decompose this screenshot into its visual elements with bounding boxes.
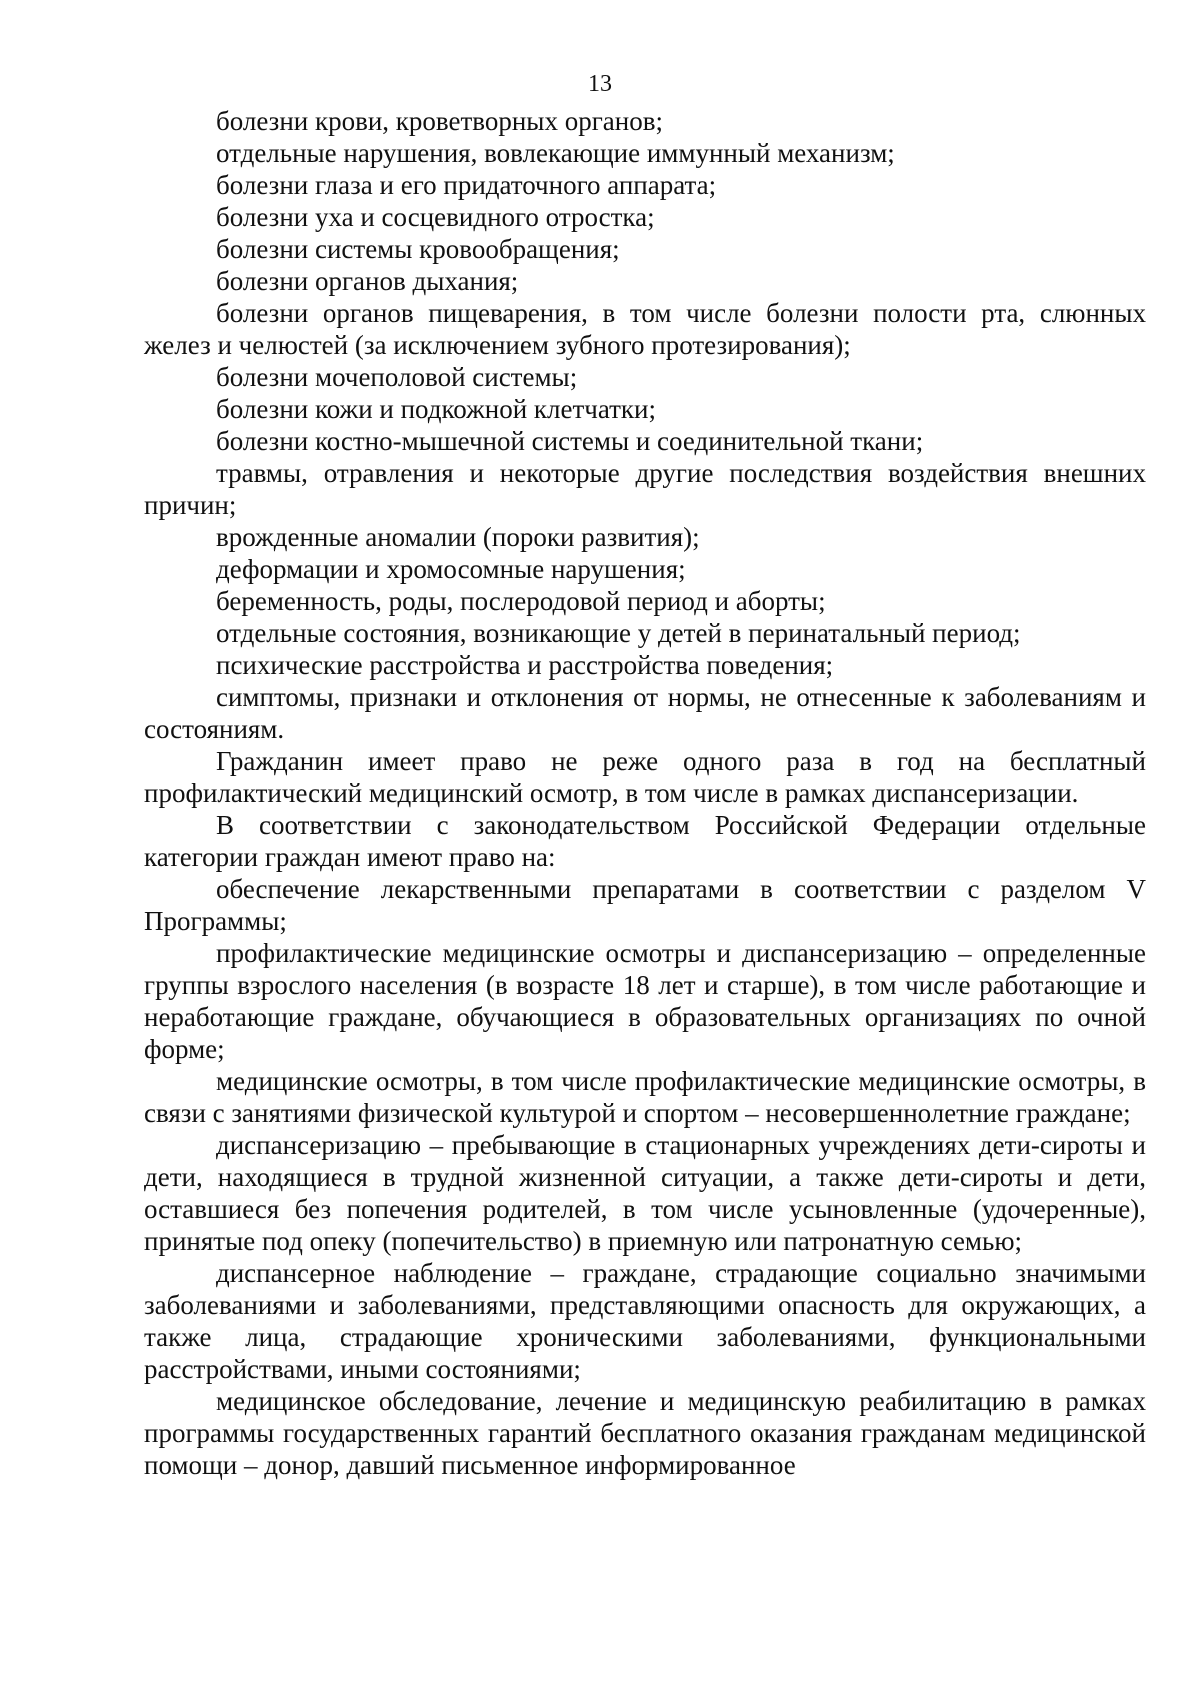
list-item: болезни кожи и подкожной клетчатки;: [216, 394, 657, 424]
list-item: болезни костно-мышечной системы и соединительной ткани;: [216, 426, 924, 456]
list-item: болезни мочеполовой системы;: [216, 362, 578, 392]
list-item: симптомы, признаки и отклонения от нормы, не отнесенные к заболеваниям и состояниям.: [144, 682, 1146, 744]
list-item: медицинское обследование, лечение и медицинскую реабилитацию в рамках программы государственных гарантий бесплатного оказания гражданам медицинской помощи – донор, давший письменное информированное: [144, 1386, 1146, 1480]
list-item: медицинские осмотры, в том числе профилактические медицинские осмотры, в связи с занятиями физической культурой и спортом – несовершеннолетние граждане;: [144, 1066, 1146, 1128]
list-item: болезни крови, кроветворных органов;: [216, 106, 663, 136]
body-paragraph: Гражданин имеет право не реже одного раза в год на бесплатный профилактический медицинский осмотр, в том числе в рамках диспансеризации.: [144, 746, 1146, 808]
page-number: 13: [588, 71, 612, 97]
list-item: психические расстройства и расстройства поведения;: [216, 650, 834, 680]
list-item: болезни органов дыхания;: [216, 266, 519, 296]
list-item: болезни глаза и его придаточного аппарата;: [216, 170, 717, 200]
body-paragraph: В соответствии с законодательством Российской Федерации отдельные категории граждан имеют право на:: [144, 810, 1146, 872]
document-body: [144, 105, 1146, 1481]
list-item: отдельные нарушения, вовлекающие иммунный механизм;: [216, 138, 895, 168]
list-item: отдельные состояния, возникающие у детей в перинатальный период;: [216, 618, 1021, 648]
list-item: травмы, отравления и некоторые другие последствия воздействия внешних причин;: [144, 458, 1146, 520]
list-item: диспансеризацию – пребывающие в стационарных учреждениях дети-сироты и дети, находящиеся в трудной жизненной ситуации, а также дети-сироты и дети, оставшиеся без попечения родителей, в том числе усыновленные (удочеренные), принятые под опеку (попечительство) в приемную или патронатную семью;: [144, 1130, 1146, 1256]
list-item: профилактические медицинские осмотры и диспансеризацию – определенные группы взрослого населения (в возрасте 18 лет и старше), в том числе работающие и неработающие граждане, обучающиеся в образовательных организациях по очной форме;: [144, 938, 1146, 1064]
list-item: болезни органов пищеварения, в том числе болезни полости рта, слюнных желез и челюстей (за исключением зубного протезирования);: [144, 298, 1146, 360]
list-item: беременность, роды, послеродовой период и аборты;: [216, 586, 826, 616]
list-item: деформации и хромосомные нарушения;: [216, 554, 686, 584]
list-item: болезни уха и сосцевидного отростка;: [216, 202, 655, 232]
list-item: диспансерное наблюдение – граждане, страдающие социально значимыми заболеваниями и заболеваниями, представляющими опасность для окружающих, а также лица, страдающие хроническими заболеваниями, функциональными расстройствами, иными состояниями;: [144, 1258, 1146, 1384]
list-item: болезни системы кровообращения;: [216, 234, 620, 264]
list-item: врожденные аномалии (пороки развития);: [216, 522, 700, 552]
list-item: обеспечение лекарственными препаратами в соответствии с разделом V Программы;: [144, 874, 1146, 936]
